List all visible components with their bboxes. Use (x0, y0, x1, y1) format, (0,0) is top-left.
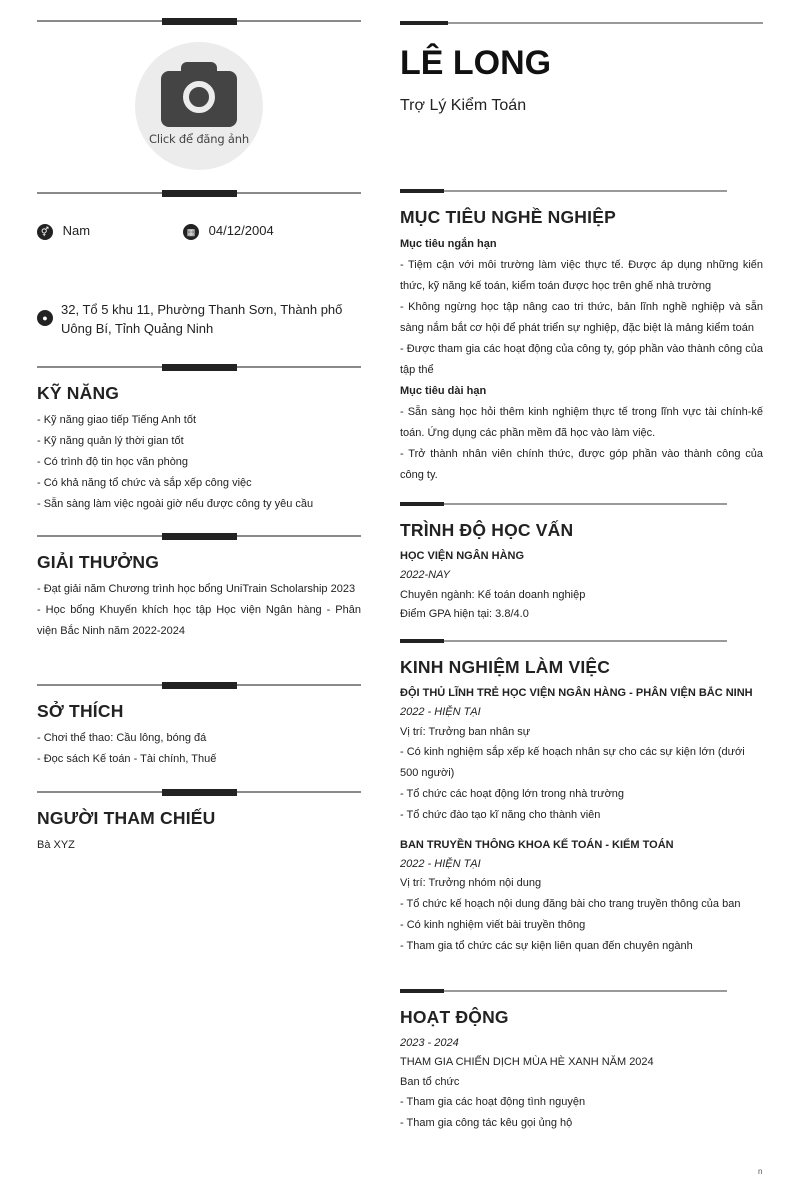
major: Chuyên ngành: Kế toán doanh nghiệp (400, 588, 586, 601)
gender-value: Nam (62, 223, 91, 238)
camera-icon (161, 62, 237, 127)
job-period: 2022 - HIỆN TẠI (400, 706, 481, 719)
section-title: NGƯỜI THAM CHIẾU (37, 808, 216, 828)
birthdate-field (183, 223, 274, 240)
list-item: Bà XYZ (37, 839, 75, 851)
list-item: - Không ngừng học tập nâng cao tri thức, bản lĩnh nghề nghiệp và sẵn sàng nắm bắt cơ hội để phát triển sự nghiệp, đặc biệt là mảng kiểm toán (400, 301, 763, 334)
list-item: - Tổ chức kế hoạch nội dung đăng bài cho trang truyền thông của ban (400, 897, 741, 910)
section-title: KỸ NĂNG (37, 383, 120, 403)
skills-section (37, 365, 361, 515)
photo-upload[interactable] (135, 42, 263, 170)
education-section (400, 502, 763, 624)
job-position: Vị trí: Trưởng nhóm nội dung (400, 877, 542, 890)
section-title: HOẠT ĐỘNG (400, 1007, 509, 1027)
birthdate-value: 04/12/2004 (208, 223, 274, 238)
list-item: - Kỹ năng giao tiếp Tiếng Anh tốt (37, 414, 197, 426)
section-title: KINH NGHIỆM LÀM VIỆC (400, 657, 611, 677)
job-period: 2022 - HIỆN TẠI (400, 858, 481, 871)
list-item: - Trở thành nhân viên chính thức, được góp phần vào thành công của công ty. (400, 448, 763, 481)
address-line: 32, Tổ 5 khu 11, Phường Thanh Sơn, Thành phố (61, 302, 343, 317)
activity-role: Ban tổ chức (400, 1075, 460, 1088)
address-field (37, 300, 342, 338)
activity-period: 2023 - 2024 (400, 1037, 459, 1049)
list-item: - Kỹ năng quản lý thời gian tốt (37, 435, 184, 447)
header (400, 21, 763, 115)
gpa: Điểm GPA hiện tại: 3.8/4.0 (400, 607, 529, 620)
hobbies-section (37, 683, 361, 770)
list-item: - Có khả năng tổ chức và sắp xếp công việc (37, 477, 252, 489)
job-org: BAN TRUYỀN THÔNG KHOA KẾ TOÁN - KIỂM TOÁN (400, 838, 674, 851)
activities-section (400, 989, 763, 1134)
list-item: - Sẵn sàng học hỏi thêm kinh nghiệm thực tế trong lĩnh vực tài chính-kế toán. Ứng dụng các phần mềm đã học vào làm việc. (400, 406, 763, 439)
calendar-icon: ▦ (183, 224, 199, 240)
address-line: Uông Bí, Tỉnh Quảng Ninh (61, 321, 214, 336)
divider (37, 191, 361, 194)
list-item: - Được tham gia các hoạt động của công ty, góp phần vào thành công của tập thể (400, 343, 763, 376)
list-item: - Có trình độ tin học văn phòng (37, 456, 189, 468)
experience-section (400, 639, 763, 957)
subheading: Mục tiêu ngắn hạn (400, 238, 497, 250)
school-name: HỌC VIỆN NGÂN HÀNG (400, 550, 525, 562)
section-title: GIẢI THƯỞNG (37, 552, 160, 572)
photo-upload-label: Click để đăng ảnh (149, 132, 249, 146)
objective-section (400, 189, 763, 486)
activity-name: THAM GIA CHIẾN DỊCH MÙA HÈ XANH NĂM 2024 (400, 1056, 654, 1069)
awards-section (37, 534, 361, 642)
section-title: MỤC TIÊU NGHỀ NGHIỆP (400, 207, 616, 227)
section-title: SỞ THÍCH (37, 701, 124, 721)
job-org: ĐỘI THỦ LĨNH TRẺ HỌC VIỆN NGÂN HÀNG - PHÂN VIỆN BẮC NINH (400, 687, 753, 699)
education-period: 2022-NAY (400, 569, 450, 582)
divider (37, 19, 361, 22)
list-item: - Sẵn sàng làm việc ngoài giờ nếu được công ty yêu cầu (37, 498, 314, 510)
gender-icon: ⚥ (37, 224, 53, 240)
list-item: - Tổ chức đào tạo kĩ năng cho thành viên (400, 808, 601, 821)
list-item: - Tiệm cận với môi trường làm việc thực tế. Được áp dụng những kiến thức, kỹ năng kế toán, kiểm toán được học trên ghế nhà trường (400, 259, 763, 292)
list-item: - Tham gia các hoạt động tình nguyện (400, 1095, 586, 1108)
list-item: - Chơi thể thao: Cầu lông, bóng đá (37, 732, 207, 744)
list-item: - Tổ chức các hoạt động lớn trong nhà trường (400, 787, 625, 800)
page-mark: n (758, 1167, 763, 1176)
candidate-title: Trợ Lý Kiểm Toán (400, 97, 527, 114)
list-item: - Có kinh nghiệm viết bài truyền thông (400, 918, 586, 931)
list-item: - Đọc sách Kế toán - Tài chính, Thuế (37, 753, 217, 765)
list-item: - Đạt giải năm Chương trình học bổng UniTrain Scholarship 2023 (37, 583, 356, 595)
list-item: - Tham gia công tác kêu gọi ủng hộ (400, 1116, 573, 1129)
list-item: - Tham gia tổ chức các sự kiện liên quan đến chuyên ngành (400, 939, 693, 952)
job-position: Vị trí: Trưởng ban nhân sự (400, 725, 531, 738)
section-title: TRÌNH ĐỘ HỌC VẤN (400, 520, 574, 540)
gender-field (37, 223, 90, 240)
subheading: Mục tiêu dài hạn (400, 385, 487, 397)
list-item: - Có kinh nghiệm sắp xếp kế hoạch nhân sự cho các sự kiện lớn (dưới 500 người) (400, 745, 745, 779)
location-pin-icon: ● (37, 310, 53, 326)
references-section (37, 790, 361, 856)
list-item: - Học bổng Khuyến khích học tập Học viện Ngân hàng - Phân viện Bắc Ninh năm 2022-2024 (37, 604, 361, 637)
candidate-name: LÊ LONG (400, 44, 552, 82)
